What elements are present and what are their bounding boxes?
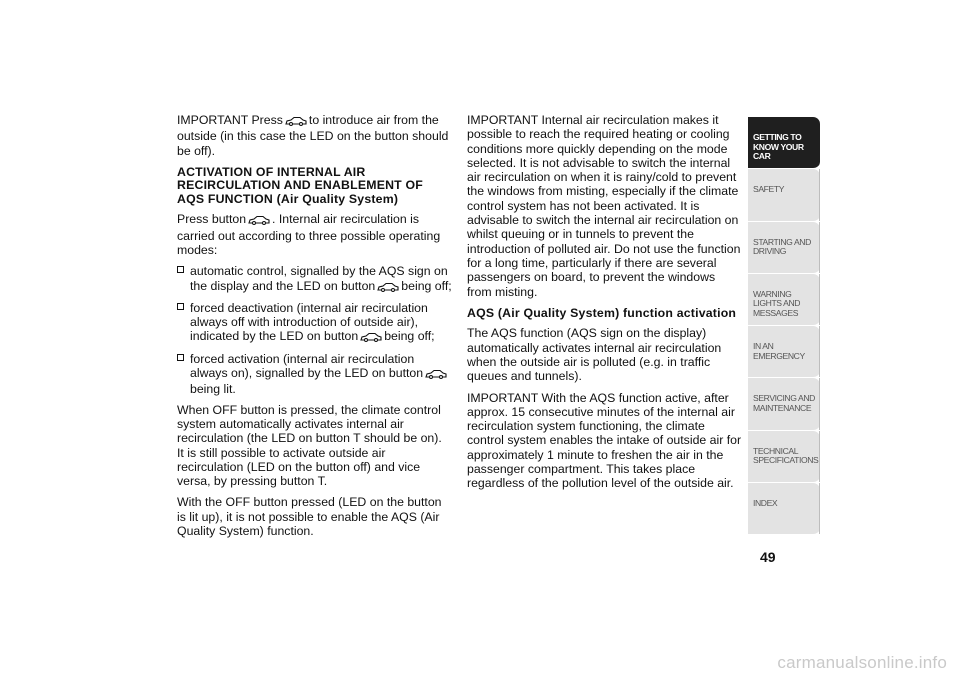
text: being lit. — [190, 382, 236, 397]
text: being off; — [401, 278, 452, 293]
text: IMPORTANT Press — [177, 113, 283, 127]
tab-technical-specifications[interactable] — [748, 431, 820, 483]
car-recirculation-icon — [248, 214, 270, 228]
tab-edge — [819, 169, 821, 220]
tab-edge — [819, 326, 821, 377]
paragraph-press-button — [177, 212, 452, 257]
tab-edge — [819, 483, 821, 534]
paragraph-aqs-function: The AQS function (AQS sign on the display) automatically activates internal air recirculation when the outside air is polluted (e.g. in traffic queues and tunnels). — [467, 326, 722, 384]
tab-safety[interactable] — [748, 169, 820, 221]
tab-label: INDEX — [753, 498, 778, 509]
tab-starting-and-driving[interactable] — [748, 222, 820, 274]
tab-label: WARNING LIGHTS AND MESSAGES — [753, 288, 801, 319]
bullet-automatic-control — [177, 264, 452, 295]
right-column — [467, 113, 742, 498]
watermark: carmanualsonline.info — [777, 653, 947, 672]
tab-label: SAFETY — [753, 184, 785, 195]
text: forced activation (internal air recirculation always on), signalled by the LED on button — [190, 351, 424, 381]
chapter-tabs — [748, 117, 820, 535]
tab-edge — [819, 431, 821, 482]
paragraph-important-press — [177, 113, 452, 158]
car-recirculation-icon — [285, 115, 307, 129]
tab-edge — [819, 378, 821, 429]
car-recirculation-icon — [377, 281, 399, 295]
tab-in-an-emergency[interactable] — [748, 326, 820, 378]
text: to introduce air from the outside (in this case the LED on the button should be off). — [177, 113, 449, 158]
text: Press button — [177, 212, 247, 227]
text: automatic control, signalled by the AQS sign on the display and the LED on button — [190, 264, 448, 293]
car-recirculation-icon — [360, 331, 382, 345]
tab-label: IN AN EMERGENCY — [753, 341, 805, 361]
bullet-forced-activation — [177, 352, 452, 397]
car-recirculation-icon — [425, 368, 447, 382]
tab-edge — [819, 222, 821, 273]
section-heading-activation: ACTIVATION OF INTERNAL AIR RECIRCULATION AND ENABLEMENT OF AQS FUNCTION (Air Quality System) — [177, 164, 423, 206]
tab-label: GETTING TO KNOW YOUR CAR — [753, 132, 804, 162]
paragraph-off-pressed: With the OFF button pressed (LED on the button is lit up), it is not possible to enable the AQS (Air Quality System) function. — [177, 495, 442, 539]
checkbox-bullet-icon — [177, 303, 184, 310]
tab-getting-to-know-your-car[interactable] — [748, 117, 820, 169]
tab-warning-lights-and-messages[interactable] — [748, 274, 820, 326]
checkbox-bullet-icon — [177, 354, 184, 361]
text: . Internal air recirculation is carried out according to three possible operating modes: — [177, 212, 441, 257]
section-heading-aqs: AQS (Air Quality System) function activation — [467, 305, 737, 320]
tab-label: STARTING AND DRIVING — [753, 236, 811, 257]
paragraph-aqs-important: IMPORTANT With the AQS function active, after approx. 15 consecutive minutes of the internal air recirculation system functioning, the climate control system enables the intake of outside air for approximately 1 minute to freshen the air in the passenger compartment. This takes place regardless of the pollution level of the outside air. — [467, 390, 742, 491]
paragraph-off-button: When OFF button is pressed, the climate control system automatically activates internal air recirculation (the LED on button T should be on). It is still possible to activate outside air recirculation (LED on the button off) and vice versa, by pressing button T. — [177, 402, 442, 489]
tab-servicing-and-maintenance[interactable] — [748, 378, 820, 430]
text: being off; — [384, 329, 435, 344]
bullet-forced-deactivation — [177, 301, 452, 346]
tab-index[interactable] — [748, 483, 820, 535]
tab-label: SERVICING AND MAINTENANCE — [753, 393, 815, 414]
paragraph-important-recirculation: IMPORTANT Internal air recirculation makes it possible to reach the required heating or cooling conditions more quickly depending on the mode selected. It is not advisable to switch the internal air recirculation on when it is rainy/cold to prevent the windows from misting, especially if the climate control system has not been activated. It is advisable to switch the internal air recirculation on whilst queuing or in tunnels to prevent the introduction of polluted air. Do not use the function for a long time, particularly if there are several passengers on board, to prevent the windows from misting. — [467, 113, 741, 299]
tab-label: TECHNICAL SPECIFICATIONS — [753, 445, 819, 466]
left-column — [177, 113, 452, 545]
tab-edge — [819, 274, 821, 325]
page-number: 49 — [760, 549, 776, 565]
text: forced deactivation (internal air recirculation always off with introduction of outside air), indicated by the LED on button — [190, 300, 428, 344]
checkbox-bullet-icon — [177, 266, 184, 273]
